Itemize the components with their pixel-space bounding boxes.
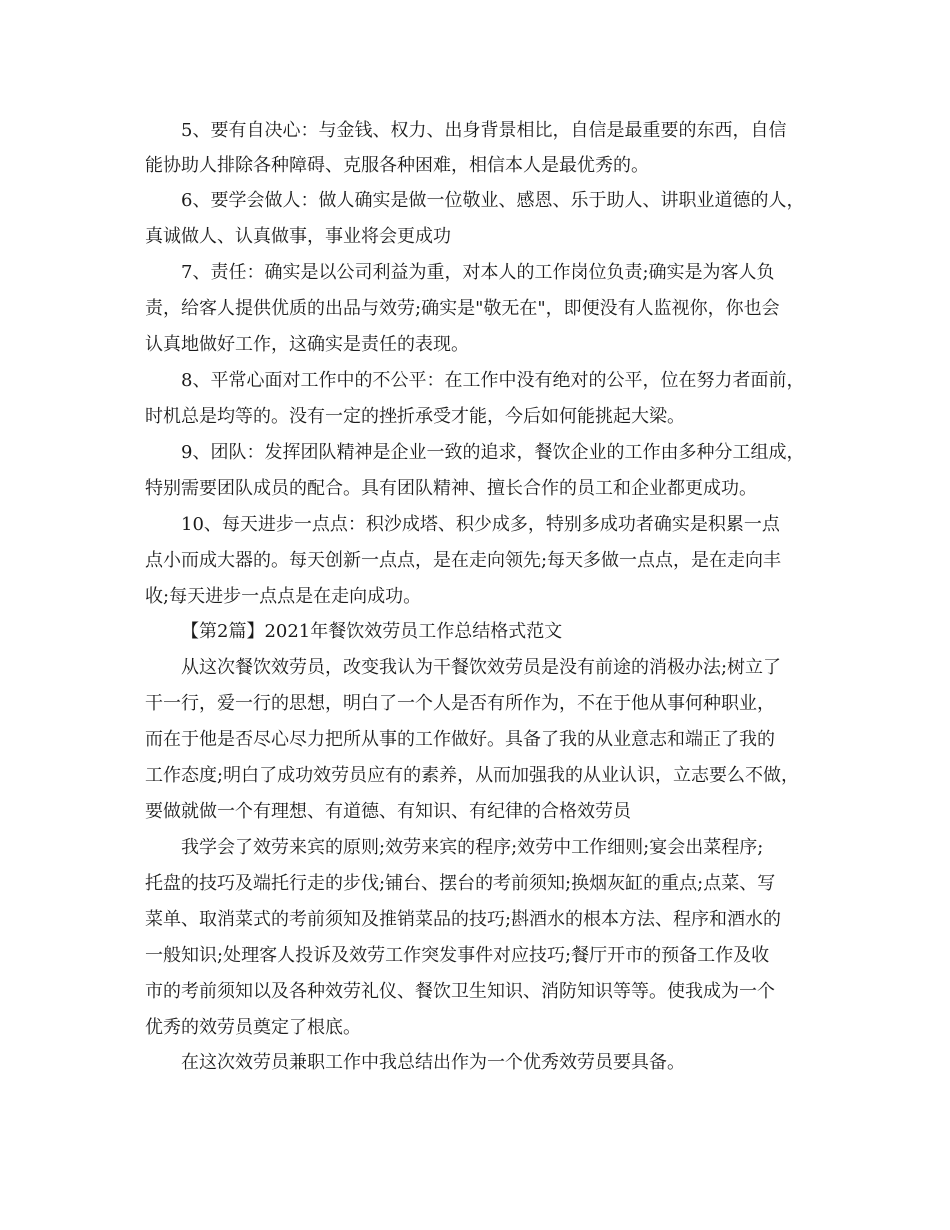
paragraph-line: 特别需要团队成员的配合。具有团队精神、擅长合作的员工和企业都更成功。: [145, 478, 757, 499]
paragraph-line: 时机总是均等的。没有一定的挫折承受才能，今后如何能挑起大梁。: [145, 406, 685, 427]
paragraph-line: 7、责任：确实是以公司利益为重，对本人的工作岗位负责;确实是为客人负: [181, 262, 775, 283]
paragraph-line: 10、每天进步一点点：积沙成塔、积少成多，特别多成功者确实是积累一点: [181, 514, 780, 535]
paragraph-line: 而在于他是否尽心尽力把所从事的工作做好。具备了我的从业意志和端正了我的: [145, 729, 775, 750]
paragraph-line: 在这次效劳员兼职工作中我总结出作为一个优秀效劳员要具备。: [181, 1052, 685, 1073]
paragraph-line: 9、团队：发挥团队精神是企业一致的追求，餐饮企业的工作由多种分工组成，: [181, 442, 805, 463]
paragraph-line: 优秀的效劳员奠定了根底。: [145, 1017, 361, 1038]
paragraph-line: 要做就做一个有理想、有道德、有知识、有纪律的合格效劳员: [145, 801, 631, 822]
paragraph-line: 认真地做好工作，这确实是责任的表现。: [145, 334, 469, 355]
paragraph-line: 6、要学会做人：做人确实是做一位敬业、感恩、乐于助人、讲职业道德的人，: [181, 190, 805, 211]
section-heading: 【第2篇】2021年餐饮效劳员工作总结格式范文: [181, 621, 563, 642]
paragraph-line: 市的考前须知以及各种效劳礼仪、餐饮卫生知识、消防知识等等。使我成为一个: [145, 981, 775, 1002]
paragraph-line: 8、平常心面对工作中的不公平：在工作中没有绝对的公平，位在努力者面前，: [181, 370, 805, 391]
paragraph-line: 收;每天进步一点点是在走向成功。: [145, 586, 422, 607]
paragraph-line: 真诚做人、认真做事，事业将会更成功: [145, 226, 451, 247]
paragraph-line: 工作态度;明白了成功效劳员应有的素养，从而加强我的从业认识，立志要么不做，: [145, 765, 800, 786]
paragraph-line: 点小而成大器的。每天创新一点点，是在走向领先;每天多做一点点，是在走向丰: [145, 550, 782, 571]
paragraph-line: 一般知识;处理客人投诉及效劳工作突发事件对应技巧;餐厅开市的预备工作及收: [145, 945, 770, 966]
paragraph-line: 我学会了效劳来宾的原则;效劳来宾的程序;效劳中工作细则;宴会出菜程序;: [181, 837, 764, 858]
paragraph-line: 托盘的技巧及端托行走的步伐;铺台、摆台的考前须知;换烟灰缸的重点;点菜、写: [145, 873, 776, 894]
paragraph-line: 能协助人排除各种障碍、克服各种困难，相信本人是最优秀的。: [145, 155, 649, 176]
paragraph-line: 5、要有自决心：与金钱、权力、出身背景相比，自信是最重要的东西，自信: [181, 120, 787, 141]
paragraph-line: 干一行，爱一行的思想，明白了一个人是否有所作为，不在于他从事何种职业，: [145, 693, 775, 714]
paragraph-line: 菜单、取消菜式的考前须知及推销菜品的技巧;斟酒水的根本方法、程序和酒水的: [145, 909, 782, 930]
paragraph-line: 从这次餐饮效劳员，改变我认为干餐饮效劳员是没有前途的消极办法;树立了: [181, 657, 782, 678]
paragraph-line: 责，给客人提供优质的出品与效劳;确实是"敬无在"，即便没有人监视你，你也会: [145, 298, 780, 319]
